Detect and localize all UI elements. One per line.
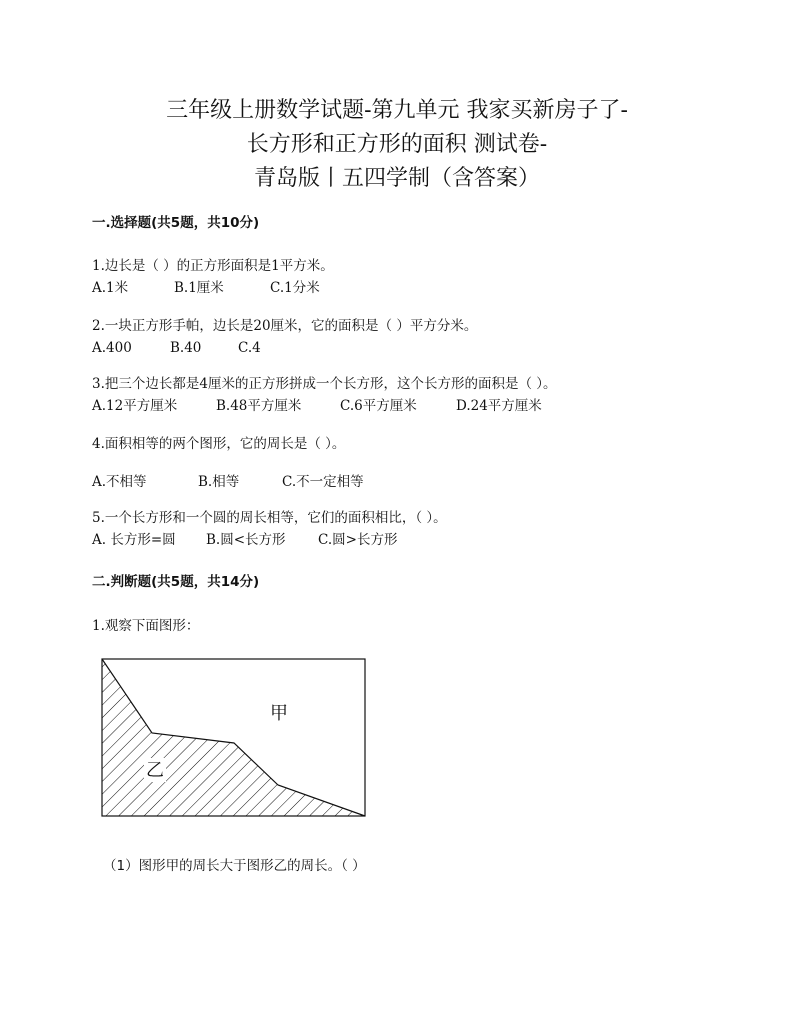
option-b: B.圆<长方形: [206, 532, 286, 548]
option-d: D.24平方厘米: [456, 398, 542, 414]
option-a: A. 长方形=圆: [92, 532, 176, 548]
option-a: A.12平方厘米: [92, 398, 178, 414]
question-3-options: [92, 396, 542, 416]
title-line-2: 长方形和正方形的面积 测试卷-: [246, 132, 548, 157]
region-yi: [102, 659, 365, 816]
question-1-options: [92, 278, 320, 298]
section-2-heading: 二.判断题(共5题，共14分): [92, 574, 260, 590]
question-4-options: [92, 472, 364, 492]
option-c: C.圆>长方形: [318, 532, 398, 548]
section-1-heading: 一.选择题(共5题，共10分): [92, 215, 260, 231]
geometry-figure: [100, 656, 368, 818]
title-line-1: 三年级上册数学试题-第九单元 我家买新房子了-: [166, 98, 628, 123]
question-3: 3.把三个边长都是4厘米的正方形拼成一个长方形，这个长方形的面积是（ ）。: [92, 376, 557, 392]
question-5-options: [92, 530, 397, 550]
title-block: [0, 94, 794, 196]
option-c: C.6平方厘米: [340, 398, 417, 414]
option-a: A.不相等: [92, 474, 147, 490]
judge-question-1: 1.观察下面图形：: [92, 618, 200, 634]
question-2-options: [92, 338, 261, 358]
label-jia: 甲: [270, 703, 288, 724]
option-c: C.1分米: [270, 280, 320, 296]
option-c: C.不一定相等: [282, 474, 364, 490]
option-b: B.相等: [198, 474, 240, 490]
judge-subquestion-1: （1）图形甲的周长大于图形乙的周长。（ ）: [103, 858, 366, 874]
question-4: 4.面积相等的两个图形，它的周长是（ ）。: [92, 436, 346, 452]
option-b: B.40: [170, 340, 202, 356]
question-5: 5.一个长方形和一个圆的周长相等，它们的面积相比，（ ）。: [92, 510, 447, 526]
option-b: B.48平方厘米: [216, 398, 302, 414]
label-yi: 乙: [146, 760, 164, 781]
option-c: C.4: [238, 340, 261, 356]
question-1: 1.边长是（ ）的正方形面积是1平方米。: [92, 258, 334, 274]
title-line-3: 青岛版丨五四学制（含答案）: [253, 166, 540, 191]
option-a: A.1米: [92, 280, 129, 296]
question-2: 2.一块正方形手帕，边长是20厘米，它的面积是（ ）平方分米。: [92, 318, 478, 334]
option-b: B.1厘米: [174, 280, 224, 296]
option-a: A.400: [92, 340, 132, 356]
